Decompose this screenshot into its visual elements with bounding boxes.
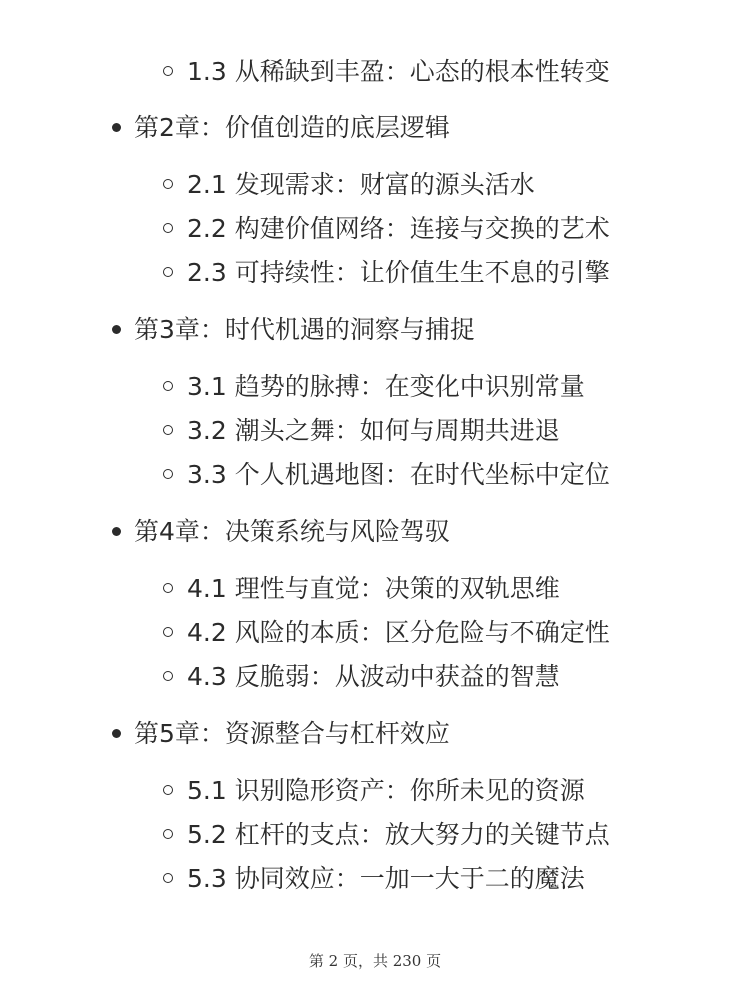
toc-section-label: 2.2 构建价值网络：连接与交换的艺术 bbox=[187, 214, 610, 243]
toc-section-label: 4.2 风险的本质：区分危险与不确定性 bbox=[187, 618, 610, 647]
page-number-footer: 第 2 页，共 230 页 bbox=[308, 952, 442, 970]
toc-chapter-label: 第5章：资源整合与杠杆效应 bbox=[134, 719, 450, 748]
toc-section-label: 3.3 个人机遇地图：在时代坐标中定位 bbox=[187, 460, 610, 489]
filled-bullet-icon bbox=[112, 527, 121, 536]
hollow-bullet-icon bbox=[163, 66, 173, 76]
filled-bullet-icon bbox=[112, 123, 121, 132]
hollow-bullet-icon bbox=[163, 469, 173, 479]
toc-section-label: 2.1 发现需求：财富的源头活水 bbox=[187, 170, 535, 199]
hollow-bullet-icon bbox=[163, 627, 173, 637]
hollow-bullet-icon bbox=[163, 583, 173, 593]
hollow-bullet-icon bbox=[163, 785, 173, 795]
hollow-bullet-icon bbox=[163, 381, 173, 391]
filled-bullet-icon bbox=[112, 729, 121, 738]
toc-section-label: 3.2 潮头之舞：如何与周期共进退 bbox=[187, 416, 560, 445]
toc-chapter-label: 第3章：时代机遇的洞察与捕捉 bbox=[134, 315, 475, 344]
hollow-bullet-icon bbox=[163, 671, 173, 681]
toc-section-label: 3.1 趋势的脉搏：在变化中识别常量 bbox=[187, 372, 585, 401]
hollow-bullet-icon bbox=[163, 179, 173, 189]
hollow-bullet-icon bbox=[163, 829, 173, 839]
toc-section-label: 2.3 可持续性：让价值生生不息的引擎 bbox=[187, 258, 610, 287]
hollow-bullet-icon bbox=[163, 425, 173, 435]
toc-section-label: 4.1 理性与直觉：决策的双轨思维 bbox=[187, 574, 560, 603]
toc-section-label: 5.3 协同效应：一加一大于二的魔法 bbox=[187, 864, 585, 893]
toc-section-label: 1.3 从稀缺到丰盈：心态的根本性转变 bbox=[187, 57, 610, 86]
toc-chapter-label: 第4章：决策系统与风险驾驭 bbox=[134, 517, 450, 546]
toc-section-label: 4.3 反脆弱：从波动中获益的智慧 bbox=[187, 662, 560, 691]
hollow-bullet-icon bbox=[163, 223, 173, 233]
hollow-bullet-icon bbox=[163, 267, 173, 277]
toc-section-label: 5.1 识别隐形资产：你所未见的资源 bbox=[187, 776, 585, 805]
toc-chapter-label: 第2章：价值创造的底层逻辑 bbox=[134, 113, 450, 142]
toc-section-label: 5.2 杠杆的支点：放大努力的关键节点 bbox=[187, 820, 610, 849]
filled-bullet-icon bbox=[112, 325, 121, 334]
hollow-bullet-icon bbox=[163, 873, 173, 883]
